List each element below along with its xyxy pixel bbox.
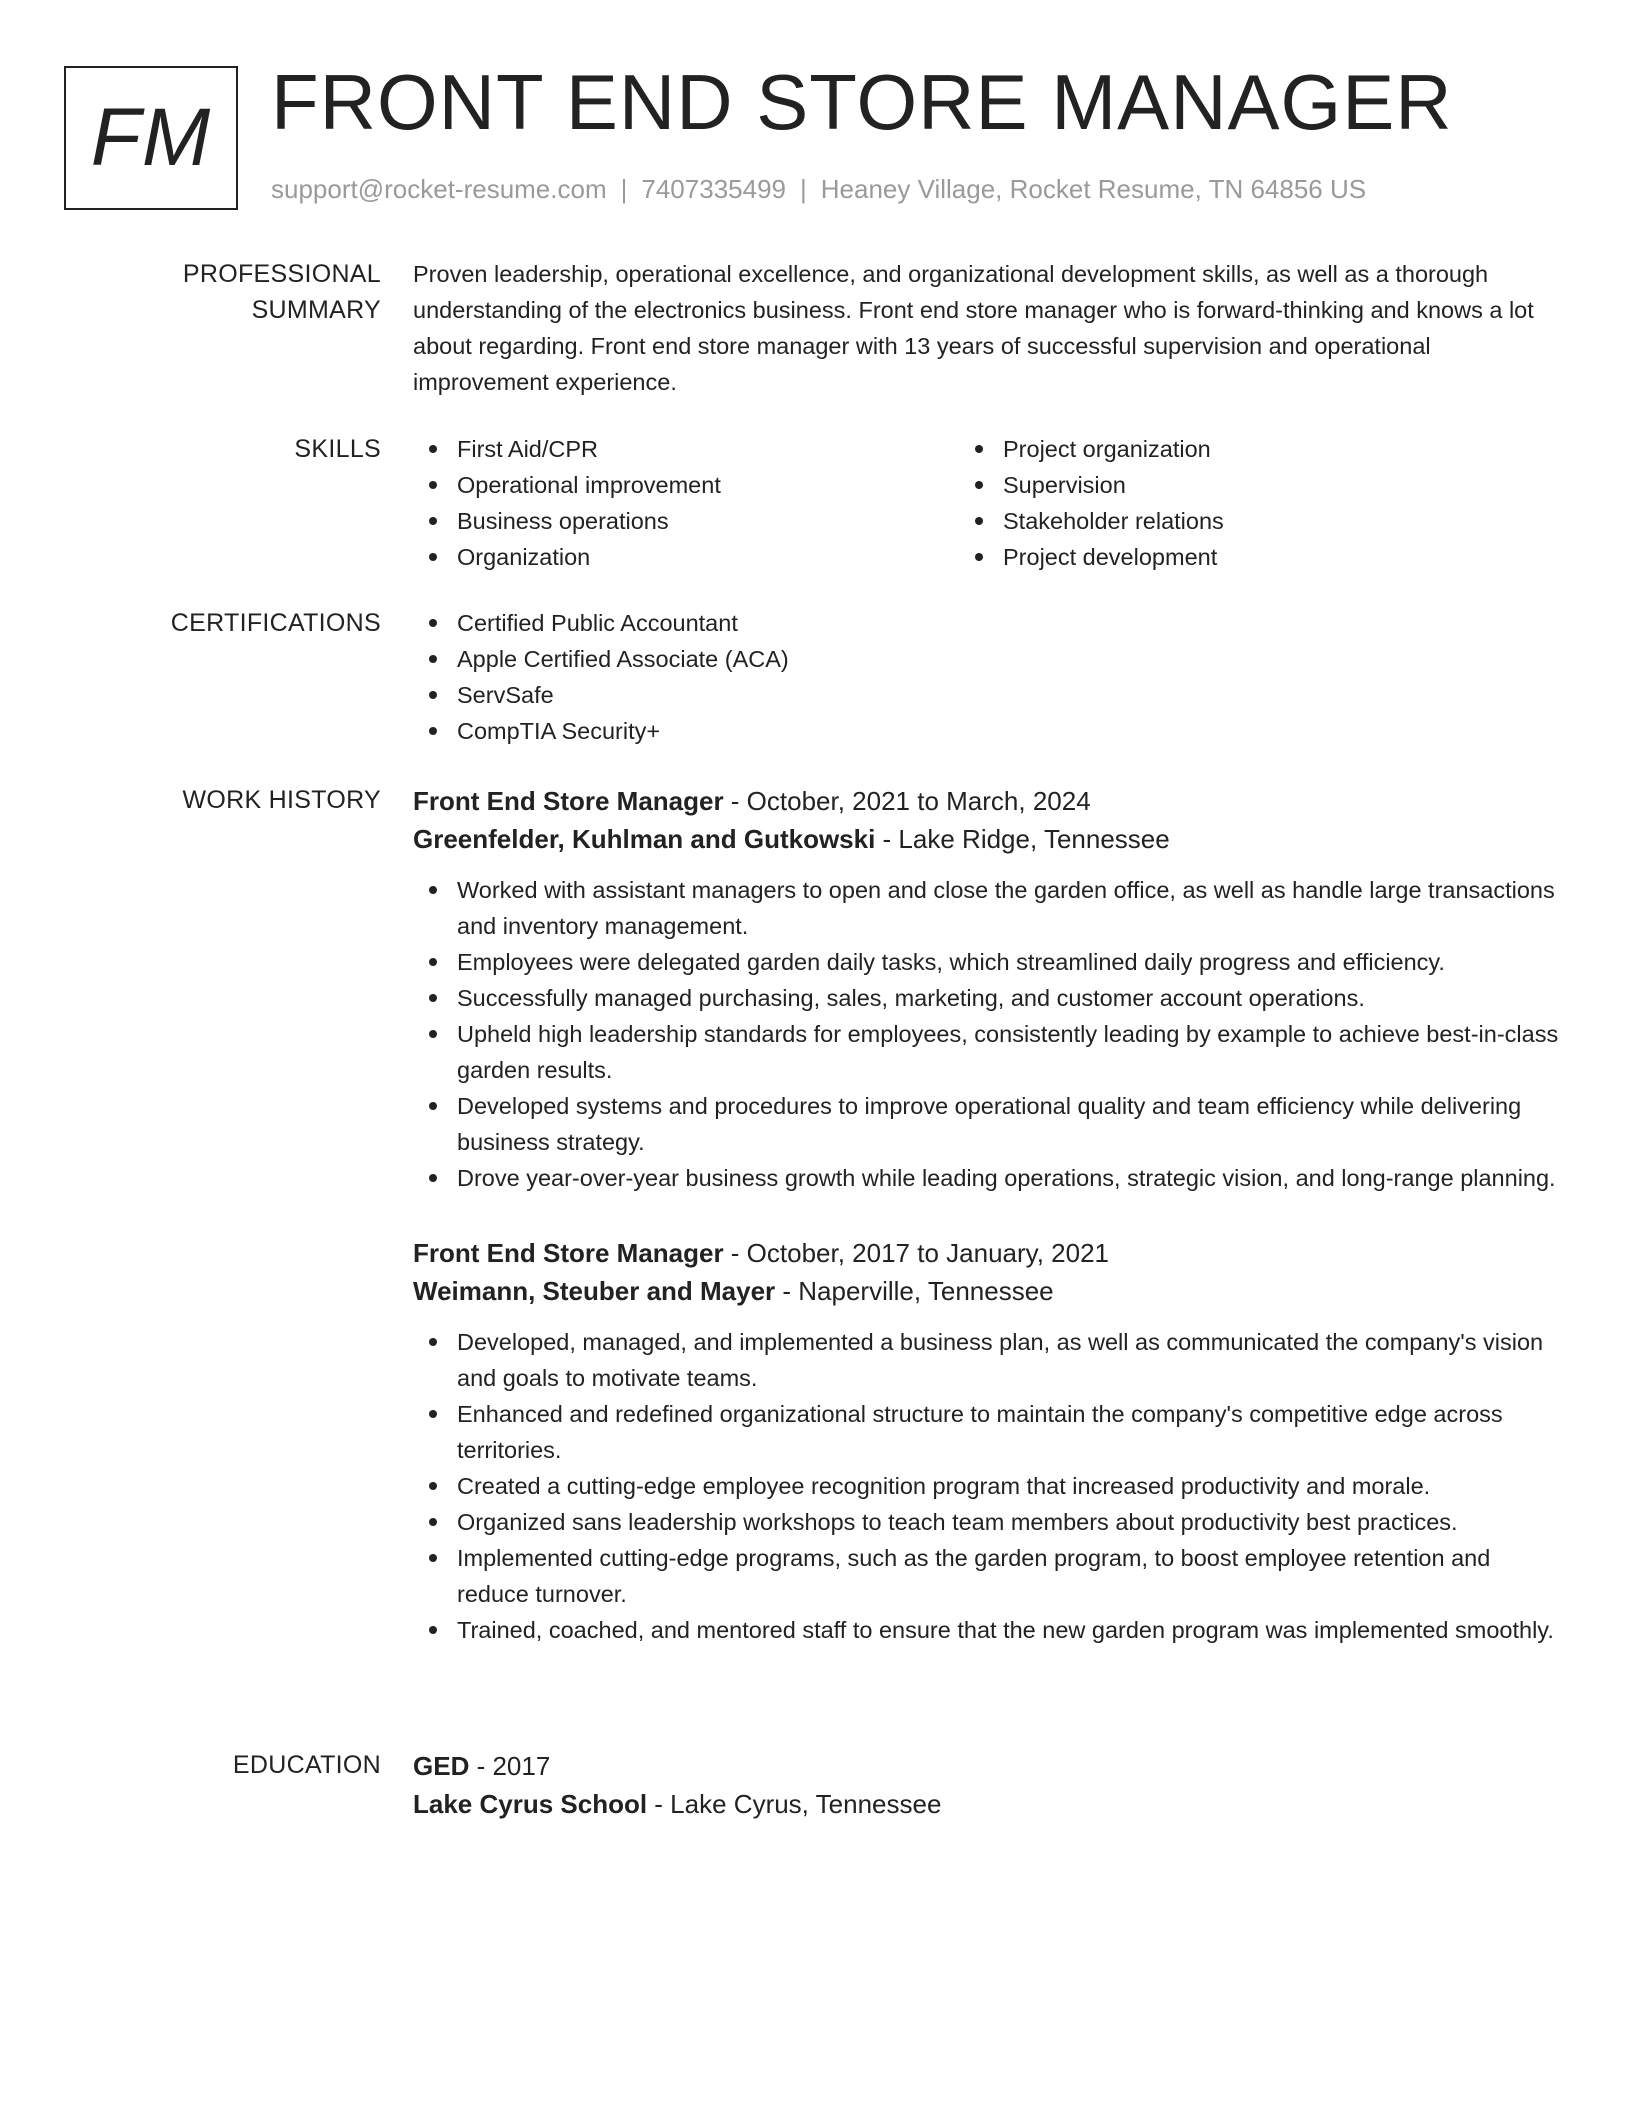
certification-item: Certified Public Accountant — [413, 605, 1568, 641]
certifications-list — [413, 605, 1568, 749]
skill-item: Project organization — [959, 431, 1505, 467]
skill-item: Organization — [413, 539, 959, 575]
job-title-line — [413, 1234, 1568, 1272]
job-company: Greenfelder, Kuhlman and Gutkowski — [413, 824, 876, 854]
education-degree-line — [413, 1747, 1568, 1785]
section-label: SKILLS — [294, 435, 381, 463]
skill-item: First Aid/CPR — [413, 431, 959, 467]
section-label: WORK HISTORY — [182, 786, 381, 814]
job-entry — [413, 782, 1568, 1196]
candidate-title: FRONT END STORE MANAGER — [271, 58, 1453, 146]
duty-item: Organized sans leadership workshops to teach team members about productivity best practices. — [413, 1504, 1568, 1540]
skills-list-right — [959, 431, 1505, 575]
education-school: Lake Cyrus School — [413, 1789, 648, 1819]
skill-item: Supervision — [959, 467, 1505, 503]
certification-item: Apple Certified Associate (ACA) — [413, 641, 1568, 677]
duty-item: Worked with assistant managers to open and close the garden office, as well as handle large transactions and inventory management. — [413, 872, 1568, 944]
job-title-line — [413, 782, 1568, 820]
duty-item: Successfully managed purchasing, sales, marketing, and customer account operations. — [413, 980, 1568, 1016]
certification-item: ServSafe — [413, 677, 1568, 713]
skills-columns — [413, 431, 1568, 575]
certifications-section — [64, 605, 1568, 749]
job-dates: - October, 2021 to March, 2024 — [723, 786, 1091, 816]
job-title: Front End Store Manager — [413, 786, 724, 816]
job-entry — [413, 1234, 1568, 1648]
skills-list-left — [413, 431, 959, 575]
contact-email: support@rocket-resume.com — [271, 174, 607, 204]
education-location: - Lake Cyrus, Tennessee — [647, 1789, 942, 1819]
duty-item: Trained, coached, and mentored staff to ensure that the new garden program was implemented smoothly. — [413, 1612, 1568, 1648]
job-company-line — [413, 820, 1568, 858]
job-dates: - October, 2017 to January, 2021 — [723, 1238, 1110, 1268]
contact-separator: | — [620, 174, 628, 204]
summary-text: Proven leadership, operational excellence, and organizational development skills, as well as a thorough understanding of the electronics business. Front end store manager who is forward-thinking and knows a lot about regarding. Front end store manager with 13 years of successful supervision and operational improvement experience. — [413, 261, 1534, 395]
contact-line — [271, 174, 1366, 205]
duty-item: Employees were delegated garden daily tasks, which streamlined daily progress and efficiency. — [413, 944, 1568, 980]
education-school-line — [413, 1785, 1568, 1823]
duty-item: Implemented cutting-edge programs, such as the garden program, to boost employee retention and reduce turnover. — [413, 1540, 1568, 1612]
monogram-box — [64, 66, 238, 210]
job-duties — [413, 872, 1568, 1196]
skill-item: Business operations — [413, 503, 959, 539]
work-history-section — [64, 782, 1568, 1686]
duty-item: Developed systems and procedures to improve operational quality and team efficiency while delivering business strategy. — [413, 1088, 1568, 1160]
duty-item: Upheld high leadership standards for employees, consistently leading by example to achieve best-in-class garden results. — [413, 1016, 1568, 1088]
education-degree: GED — [413, 1751, 470, 1781]
education-year: - 2017 — [469, 1751, 551, 1781]
skill-item: Operational improvement — [413, 467, 959, 503]
monogram-initials: FM — [90, 92, 212, 183]
education-section — [64, 1747, 1568, 1823]
duty-item: Enhanced and redefined organizational structure to maintain the company's competitive edge across territories. — [413, 1396, 1568, 1468]
duty-item: Created a cutting-edge employee recognition program that increased productivity and morale. — [413, 1468, 1568, 1504]
job-title: Front End Store Manager — [413, 1238, 724, 1268]
contact-address: Heaney Village, Rocket Resume, TN 64856 US — [820, 174, 1367, 204]
contact-separator: | — [800, 174, 807, 204]
section-label: EDUCATION — [232, 1751, 381, 1779]
section-label: PROFESSIONAL SUMMARY — [182, 260, 381, 324]
duty-item: Drove year-over-year business growth while leading operations, strategic vision, and long-range planning. — [413, 1160, 1568, 1196]
certification-item: CompTIA Security+ — [413, 713, 1568, 749]
job-company-line — [413, 1272, 1568, 1310]
contact-phone: 7407335499 — [641, 174, 786, 204]
skill-item: Stakeholder relations — [959, 503, 1505, 539]
section-label: CERTIFICATIONS — [170, 609, 381, 637]
job-location: - Naperville, Tennessee — [775, 1276, 1054, 1306]
summary-section — [64, 256, 1568, 400]
job-company: Weimann, Steuber and Mayer — [413, 1276, 776, 1306]
resume-header — [64, 58, 1568, 210]
job-duties — [413, 1324, 1568, 1648]
duty-item: Developed, managed, and implemented a business plan, as well as communicated the company's vision and goals to motivate teams. — [413, 1324, 1568, 1396]
skill-item: Project development — [959, 539, 1505, 575]
skills-section — [64, 431, 1568, 575]
job-location: - Lake Ridge, Tennessee — [875, 824, 1170, 854]
